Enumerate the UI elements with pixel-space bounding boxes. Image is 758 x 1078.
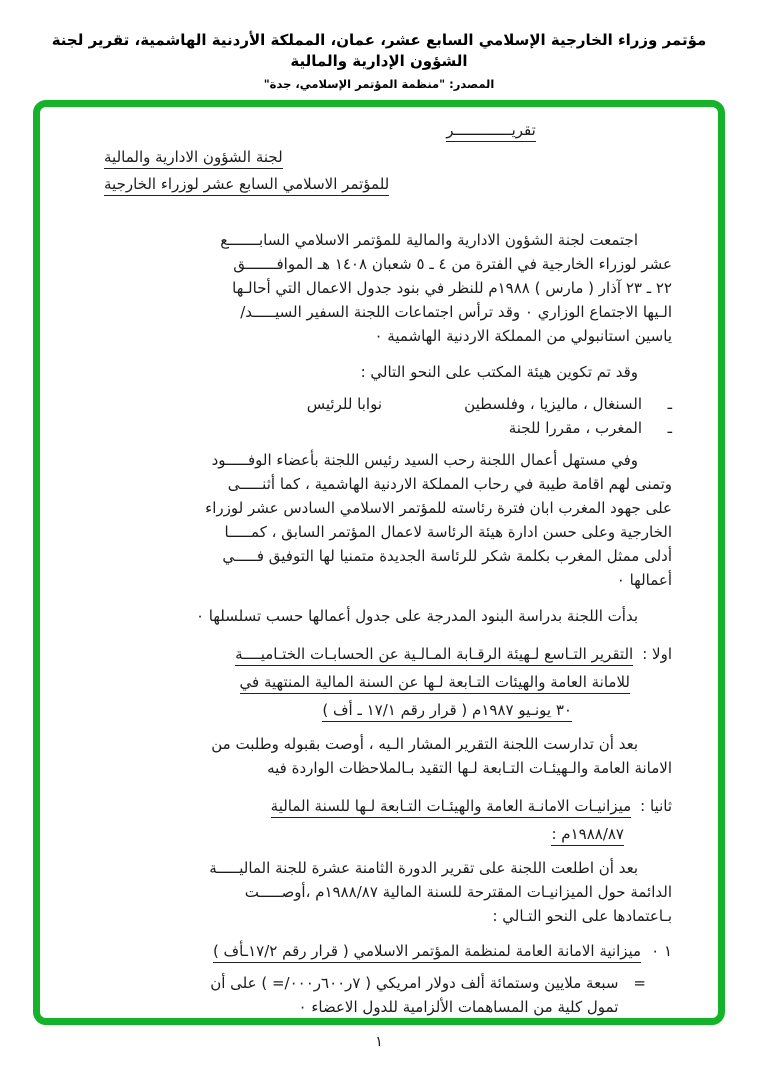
report-title-line: [104, 144, 668, 171]
section-heading-line: ١٩٨٨/٨٧م :: [86, 820, 672, 848]
equals-bullet: =: [633, 974, 646, 992]
section-heading-line: للامانة العامة والهيئات التـابعة لـها عن السنة المالية المنتهية في: [86, 668, 672, 696]
item-title: ميزانية الامانة العامة لمنظمة المؤتمر الاسلامي ( قرار رقم ١٧/٢ـأف ): [213, 942, 641, 963]
item-detail-lines: [210, 971, 618, 1019]
bureau-list: [86, 392, 672, 440]
list-item: [86, 416, 672, 440]
section-heading: ميزانيـات الامانـة العامة والهيئـات التـابعة لـها للسنة المالية: [271, 797, 632, 818]
top-caption: [0, 0, 758, 91]
section-second: [86, 792, 672, 848]
item-number: ١ ٠: [651, 942, 672, 960]
section-heading-line: ٣٠ يونـيو ١٩٨٧م ( قرار رقم ١٧/١ ـ أف ): [86, 696, 672, 724]
text-line: الـيها الاجتماع الوزاري ٠ وقد ترأس اجتماعات اللجنة السفير السيـــــد/: [240, 303, 672, 321]
section-heading-line: [86, 640, 672, 668]
text-line: ياسين استانبولي من المملكة الاردنية الهاشمية ٠: [374, 327, 672, 345]
paragraph-welcome: [86, 448, 672, 592]
paragraph-meeting: [86, 228, 672, 348]
document-border: [33, 100, 725, 1025]
section-heading: التقرير التـاسع لـهيئة الرقـابة المـالـية عن الحسابـات الختـاميــــة: [235, 645, 633, 666]
text-line: أعمالها ٠: [616, 571, 672, 589]
text-line: ٢٢ ـ ٢٣ آذار ( مارس ) ١٩٨٨م للنظر في بنود جدول الاعمال التي أحالـها: [232, 279, 672, 297]
list-item: [86, 392, 672, 416]
bureau-members: السنغال ، ماليزيا ، وفلسطين: [464, 395, 642, 413]
bureau-intro: وقد تم تكوين هيئة المكتب على النحو التالي :: [360, 363, 638, 381]
report-subtitle-committee: لجنة الشؤون الادارية والمالية: [104, 148, 283, 169]
caption-title: مؤتمر وزراء الخارجية الإسلامي السابع عشر، عمان، المملكة الأردنية الهاشمية، تقرير لجنة الشؤون الإدارية والمالية: [51, 31, 707, 70]
section-label: ثانيا :: [640, 797, 672, 815]
text-line: بعد أن اطلعت اللجنة على تقرير الدورة الثامنة عشرة للجنة الماليـــــة: [209, 859, 638, 877]
agenda-start-line: بدأت اللجنة بدراسة البنود المدرجة على جدول أعمالها حسب تسلسلها ٠: [195, 607, 638, 625]
text-line: على جهود المغرب ابان فترة رئاسته للمؤتمر الاسلامي السادس عشر لوزراء: [205, 499, 672, 517]
paragraph-first-recommendation: [86, 732, 672, 780]
text-line: الدائمة حول الميزانيـات المقترحة للسنة المالية ١٩٨٨/٨٧م ،أوصـــــت: [244, 883, 672, 901]
report-title-block: [104, 117, 668, 198]
text-line: اجتمعت لجنة الشؤون الادارية والمالية للمؤتمر الاسلامي السابـــــــع: [220, 231, 638, 249]
document-content: [86, 117, 672, 1019]
bureau-role: نوابا للرئيس: [306, 395, 382, 413]
dash-bullet: ـ: [667, 419, 672, 437]
text-line: عشر لوزراء الخارجية في الفترة من ٤ ـ ٥ شعبان ١٤٠٨ هـ الموافـــــــق: [233, 255, 672, 273]
page-number: ١: [375, 1034, 383, 1050]
report-subtitle-conference: للمؤتمر الاسلامي السابع عشر لوزراء الخارجية: [104, 175, 389, 196]
caption-source: المصدر: "منظمة المؤتمر الإسلامي، جدة": [263, 77, 495, 91]
section-heading-line: [86, 792, 672, 820]
section-first: [86, 640, 672, 724]
budget-item-1: [86, 938, 672, 1019]
text-line: بـاعتمادها على النحو التـالي :: [492, 907, 672, 925]
item-detail: [86, 971, 672, 1019]
text-line: الامانة العامة والـهيئـات التـابعة لـها التقيد بـالملاحظات الواردة فيه: [267, 759, 672, 777]
paragraph-budget-review: [86, 856, 672, 928]
text-line: وفي مستهل أعمال اللجنة رحب السيد رئيس اللجنة بأعضاء الوفـــــود: [211, 451, 638, 469]
section-label: اولا :: [642, 645, 672, 663]
report-title-line: [104, 117, 668, 144]
report-title-line: [104, 171, 668, 198]
dash-bullet: ـ: [667, 395, 672, 413]
item-title-line: [86, 938, 672, 964]
text-line: أدلى ممثل المغرب بكلمة شكر للرئاسة الجديدة متمنيا لها التوفيق فـــــي: [222, 547, 672, 565]
text-line: الخارجية وعلى حسن ادارة هيئة الرئاسة لاعمال المؤتمر السابق ، كمـــــا: [224, 523, 672, 541]
text-line: سبعة ملايين وستمائة ألف دولار امريكي ‭( =/٠٠٠ر٦٠٠ر٧ )‬ على أن: [210, 974, 619, 992]
text-line: بعد أن تدارست اللجنة التقرير المشار الـيه ، أوصت بقبوله وطلبت من: [211, 735, 638, 753]
report-title: تقريـــــــــــــر: [446, 121, 536, 142]
text-line: تمول كلية من المساهمات الألزامية للدول الاعضاء ٠: [298, 998, 619, 1016]
bureau-members: المغرب ، مقررا للجنة: [508, 419, 642, 437]
text-line: وتمنى لهم اقامة طيبة في رحاب المملكة الاردنية الهاشمية ، كما أثنـــــى: [227, 475, 672, 493]
